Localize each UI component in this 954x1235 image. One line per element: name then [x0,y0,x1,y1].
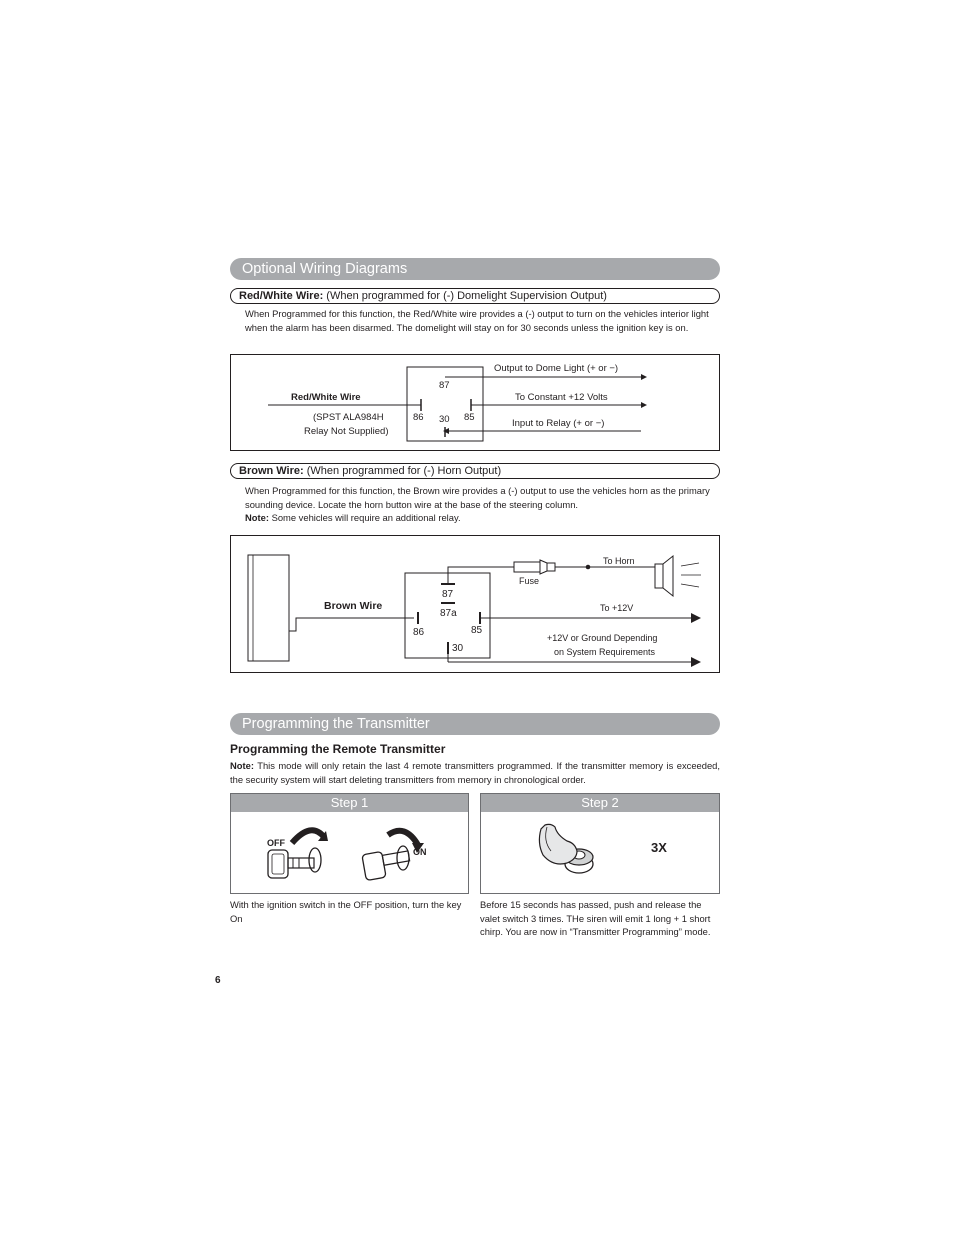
brown-note-text: Some vehicles will require an additional relay. [268,512,461,523]
brown-diagram-svg [231,536,719,672]
step1-panel [230,793,469,894]
ground-arrow [691,657,701,667]
step2-caption: Before 15 seconds has passed, push and release the valet switch 3 times. THe siren will emit 1 long + 1 short chirp. You are now in “Transmitter Programming” mode. [480,899,711,937]
step2-title: Step 2 [481,794,719,812]
redwhite-wire-label: Red/White Wire [291,392,361,403]
section-title-programming: Programming the Transmitter [230,713,720,735]
brown-wire-label: Brown Wire [324,600,383,612]
constant-12-label: To Constant +12 Volts [515,392,608,403]
pin-30-label: 30 [439,414,450,425]
brown-diagram [230,535,720,673]
brown-subheader [230,463,720,479]
input-relay-label: Input to Relay (+ or −) [512,418,605,429]
horn-junction-dot [586,565,591,570]
brown-desc: (When programmed for (-) Horn Output) [303,465,502,477]
ground-label-1: +12V or Ground Depending [547,633,658,643]
pin-86-label: 86 [413,627,425,638]
pin-85-label: 85 [471,625,483,636]
fuse-label: Fuse [519,576,540,586]
brown-body-text: When Programmed for this function, the Brown wire provides a (-) output to use the vehicles horn as the primary sounding device. Locate the horn button wire at the base of the steering column. [245,485,710,510]
fuse-end [547,563,555,571]
redwhite-diagram-svg [231,355,719,450]
pin-87-label: 87 [442,589,454,600]
horn-wire-line [448,567,514,584]
redwhite-label: Red/White Wire: [239,290,324,302]
section-title-optional-wiring: Optional Wiring Diagrams [230,258,720,280]
fuse-body [514,562,540,572]
constant-12-arrow [641,402,647,408]
horn-speaker-cone [663,556,673,596]
fuse-cap [540,560,547,574]
step1-caption: With the ignition switch in the OFF position, turn the key On [230,899,462,924]
relay-note-2: Relay Not Supplied) [304,426,389,437]
output-dome-label: Output to Dome Light (+ or −) [494,363,619,374]
step2-panel [480,793,720,894]
horn-sound-line-1 [681,563,699,566]
input-relay-arrow [443,428,449,434]
step1-title: Step 1 [231,794,468,812]
horn-speaker-body [655,564,663,588]
brown-note-label: Note: [245,512,269,523]
step2-illustration [481,813,719,893]
horn-sound-line-3 [681,584,699,587]
ground-label-2: on System Requirements [554,647,656,657]
brown-body [245,484,719,525]
redwhite-desc: (When programmed for (-) Domelight Supervision Output) [323,290,607,302]
press-count-label: 3X [651,840,667,855]
programming-note-label: Note: [230,760,254,771]
relay-note-1: (SPST ALA984H [313,412,384,423]
key-on-label: ON [413,847,427,857]
redwhite-diagram [230,354,720,451]
pin-86-label: 86 [413,412,424,423]
output-dome-arrow [641,374,647,380]
pin-87-label: 87 [439,380,450,391]
pin-87a-label: 87a [440,608,457,619]
to-12v-label: To +12V [600,603,634,613]
programming-note [230,759,720,786]
redwhite-body: When Programmed for this function, the Red/White wire provides a (-) output to turn on the vehicles interior light when the alarm has been disarmed. The domelight will stay on for 30 seconds unless the ignition key is on. [245,308,709,333]
redwhite-subheader [230,288,720,304]
pin-30-label: 30 [452,643,464,654]
programming-note-text: This mode will only retain the last 4 remote transmitters programmed. If the transmitter memory is exceeded, the security system will start deleting transmitters from memory in chronological order. [230,760,720,785]
to-horn-label: To Horn [603,556,635,566]
key-off-label: OFF [267,838,285,848]
brown-wire-line [289,618,414,631]
programming-heading: Programming the Remote Transmitter [230,742,446,756]
page-number: 6 [215,975,221,986]
brown-label: Brown Wire: [239,465,304,477]
valet-switch-press-icon [539,824,593,873]
pin-85-label: 85 [464,412,475,423]
alarm-module-box [248,555,289,661]
step1-illustration [231,813,468,893]
to-12v-arrow [691,613,701,623]
